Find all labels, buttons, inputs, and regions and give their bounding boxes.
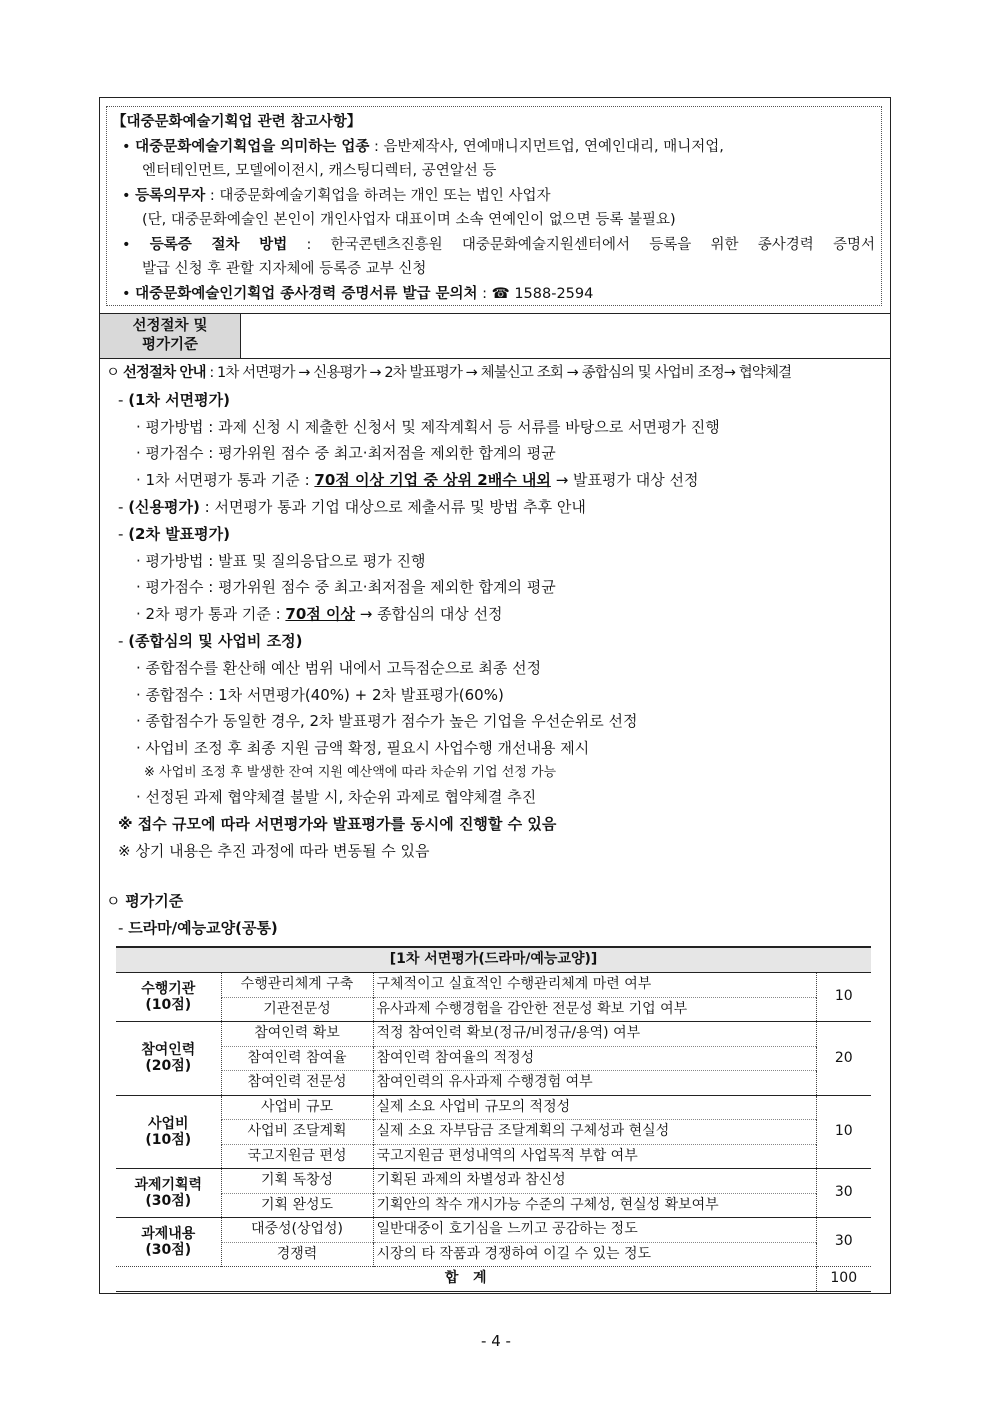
review-line: · 선정된 과제 협약체결 불발 시, 차순위 과제로 협약체결 추진	[136, 787, 537, 806]
first-eval-score: · 평가점수 : 평가위원 점수 중 최고·최저점을 제외한 합계의 평균	[136, 444, 556, 463]
review-title: (종합심의 및 사업비 조정)	[128, 631, 303, 650]
procedure-intro: ㅇ 선정절차 안내 : 1차 서면평가 → 신용평가 → 2차 발표평가 → 체불신고 조회 → 종합심의 및 사업비 조정→ 협약체결	[106, 365, 792, 381]
first-eval-title: (1차 서면평가)	[128, 390, 231, 409]
review-line: · 사업비 조정 후 최종 지원 금액 확정, 필요시 사업수행 개선내용 제시	[136, 739, 590, 758]
second-eval-pass: · 2차 평가 통과 기준 : 70점 이상 → 종합심의 대상 선정	[136, 605, 503, 624]
reference-item-cont: 발급 신청 후 관할 지자체에 등록증 교부 신청	[142, 261, 427, 277]
item-cell: 참여인력 확보	[221, 1022, 373, 1047]
category-cell: 과제기획력 (30점)	[116, 1169, 221, 1218]
table-row	[116, 1169, 871, 1194]
category-cell: 사업비 (10점)	[116, 1095, 221, 1169]
total-row	[116, 1267, 871, 1292]
table-title: [1차 서면평가(드라마/예능교양)]	[116, 947, 871, 973]
page-number: - 4 -	[481, 1332, 511, 1350]
second-eval-method: · 평가방법 : 발표 및 질의응답으로 평가 진행	[136, 551, 426, 570]
table-row	[116, 1120, 871, 1145]
total-score: 100	[816, 1267, 871, 1292]
reference-item: • 대중문화예술기획업을 의미하는 업종 : 음반제작사, 연예매니지먼트업, 연예인대리, 매니저업,	[122, 138, 724, 155]
desc-cell: 시장의 타 작품과 경쟁하여 이길 수 있는 정도	[373, 1242, 816, 1267]
table-row	[116, 1022, 871, 1047]
note-bold: ※ 접수 규모에 따라 서면평가와 발표평가를 동시에 진행할 수 있음	[118, 814, 557, 833]
phone-icon: ☎	[491, 285, 510, 302]
score-cell: 30	[816, 1169, 871, 1218]
item-cell: 대중성(상업성)	[221, 1218, 373, 1243]
reference-notes-box	[106, 106, 882, 306]
reference-item-cont: (단, 대중문화예술인 본인이 개인사업자 대표이며 소속 연예인이 없으면 등록 불필요)	[142, 212, 676, 228]
review-note: ※ 사업비 조정 후 발생한 잔여 지원 예산액에 따라 차순위 기업 선정 가능	[144, 764, 557, 780]
section-header-label: 선정절차 및 평가기준	[100, 314, 241, 358]
desc-cell: 실제 소요 사업비 규모의 적정성	[373, 1095, 816, 1120]
desc-cell: 적정 참여인력 확보(정규/비정규/용역) 여부	[373, 1022, 816, 1047]
score-cell: 30	[816, 1218, 871, 1267]
table-row	[116, 1193, 871, 1218]
table-row	[116, 1095, 871, 1120]
desc-cell: 참여인력 참여율의 적정성	[373, 1046, 816, 1071]
category-cell: 수행기관 (10점)	[116, 973, 221, 1022]
review-line: · 종합점수 : 1차 서면평가(40%) + 2차 발표평가(60%)	[136, 685, 504, 704]
table-row	[116, 1144, 871, 1169]
score-cell: 10	[816, 973, 871, 1022]
section-header-row	[100, 313, 890, 359]
reference-item-cont: 엔터테인먼트, 모델에이전시, 캐스팅디렉터, 공연알선 등	[142, 163, 497, 179]
score-cell: 20	[816, 1022, 871, 1096]
item-cell: 사업비 규모	[221, 1095, 373, 1120]
criteria-heading: ㅇ 평가기준	[106, 892, 184, 911]
first-eval-pass: · 1차 서면평가 통과 기준 : 70점 이상 기업 중 상위 2배수 내외 → 발표평가 대상 선정	[136, 471, 699, 490]
desc-cell: 기획된 과제의 차별성과 참신성	[373, 1169, 816, 1194]
reference-item: • 대중문화예술인기획업 종사경력 증명서류 발급 문의처 : ☎ 1588-2594	[122, 285, 594, 302]
item-cell: 기획 독창성	[221, 1169, 373, 1194]
note-plain: ※ 상기 내용은 추진 과정에 따라 변동될 수 있음	[118, 841, 430, 860]
item-cell: 기관전문성	[221, 997, 373, 1022]
criteria-subtitle: - 드라마/예능교양(공통)	[118, 919, 278, 938]
desc-cell: 국고지원금 편성내역의 사업목적 부합 여부	[373, 1144, 816, 1169]
desc-cell: 기획안의 착수 개시가능 수준의 구체성, 현실성 확보여부	[373, 1193, 816, 1218]
desc-cell: 참여인력의 유사과제 수행경험 여부	[373, 1071, 816, 1096]
circle-bullet-icon: ㅇ	[106, 365, 120, 381]
category-cell: 참여인력 (20점)	[116, 1022, 221, 1096]
item-cell: 참여인력 참여율	[221, 1046, 373, 1071]
table-row	[116, 997, 871, 1022]
second-eval-score: · 평가점수 : 평가위원 점수 중 최고·최저점을 제외한 합계의 평균	[136, 578, 556, 597]
desc-cell: 실제 소요 자부담금 조달계획의 구체성과 현실성	[373, 1120, 816, 1145]
table-row	[116, 1218, 871, 1243]
phone-number: 1588-2594	[514, 285, 594, 302]
table-row	[116, 1046, 871, 1071]
item-cell: 사업비 조달계획	[221, 1120, 373, 1145]
reference-title: 【대중문화예술기획업 관련 참고사항】	[112, 114, 362, 130]
item-cell: 국고지원금 편성	[221, 1144, 373, 1169]
document-frame	[99, 97, 891, 1294]
score-cell: 10	[816, 1095, 871, 1169]
evaluation-table	[116, 946, 871, 1292]
item-cell: 수행관리체계 구축	[221, 973, 373, 998]
procedure-body: ㅇ 선정절차 안내 : 1차 서면평가 → 신용평가 → 2차 발표평가 → 체불신고 조회 → 종합심의 및 사업비 조정→ 협약체결 - (1차 서면평가) · 평가방법 : 과제 신청 시 제출한 신청서 및 제작계획서 등 서류를 바탕으로 서면평가 진행 · 평가점수 : 평가위원 점수 중 최고·최저점을 제외한 합계의 평균 · 1차 서면평가 통과 기준 : 70점 이상 기업 중 상위 2배수 내외 → 발표평가 대상 선정 - (신용평가) : 서면평가 통과 기업 대상으로 제출서류 및 방법 추후 안내 - (2차 발표평가) · 평가방법 : 발표 및 질의응답으로 평가 진행 · 평가점수 : 평가위원 점수 중 최고·최저점을 제외한 합계의 평균 · 2차 평가 통과 기준 : 70점 이상 → 종합심의 대상 선정 - (종합심의 및 사업비 조정) · 종합점수를 환산해 예산 범위 내에서 고득점순으로 최종 선정 · 종합점수 : 1차 서면평가(40%) + 2차 발표평가(60%) · 종합점수가 동일한 경우, 2차 발표평가 점수가 높은 기업을 우선순위로 선정 · 사업비 조정 후 최종 지원 금액 확정, 필요시 사업수행 개선내용 제시 ※ 사업비 조정 후 발생한 잔여 지원 예산액에 따라 차순위 기업 선정 가능 · 선정된 과제 협약체결 불발 시, 차순위 과제로 협약체결 추진 ※ 접수 규모에 따라 서면평가와 발표평가를 동시에 진행할 수 있음 ※ 상기 내용은 추진 과정에 따라 변동될 수 있음 ㅇ 평가기준 - 드라마/예능교양(공통)	[106, 360, 882, 942]
item-cell: 경쟁력	[221, 1242, 373, 1267]
desc-cell: 구체적이고 실효적인 수행관리체계 마련 여부	[373, 973, 816, 998]
reference-item: • 등록의무자 : 대중문화예술기획업을 하려는 개인 또는 법인 사업자	[122, 187, 551, 204]
reference-item: • 등록증 절차 방법 : 한국콘텐츠진흥원 대중문화예술지원센터에서 등록을 위한 종사경력 증명서	[122, 236, 875, 253]
item-cell: 참여인력 전문성	[221, 1071, 373, 1096]
desc-cell: 유사과제 수행경험을 감안한 전문성 확보 기업 여부	[373, 997, 816, 1022]
table-row	[116, 1242, 871, 1267]
total-label: 합 계	[116, 1267, 816, 1292]
desc-cell: 일반대중이 호기심을 느끼고 공감하는 정도	[373, 1218, 816, 1243]
first-eval-method: · 평가방법 : 과제 신청 시 제출한 신청서 및 제작계획서 등 서류를 바탕으로 서면평가 진행	[136, 417, 720, 436]
circle-bullet-icon: ㅇ	[106, 892, 121, 911]
second-eval-title: (2차 발표평가)	[128, 524, 231, 543]
credit-eval: - (신용평가) : 서면평가 통과 기업 대상으로 제출서류 및 방법 추후 안내	[118, 497, 586, 516]
review-line: · 종합점수를 환산해 예산 범위 내에서 고득점순으로 최종 선정	[136, 658, 542, 677]
review-line: · 종합점수가 동일한 경우, 2차 발표평가 점수가 높은 기업을 우선순위로 선정	[136, 712, 638, 731]
item-cell: 기획 완성도	[221, 1193, 373, 1218]
table-row	[116, 1071, 871, 1096]
table-row	[116, 973, 871, 998]
category-cell: 과제내용 (30점)	[116, 1218, 221, 1267]
